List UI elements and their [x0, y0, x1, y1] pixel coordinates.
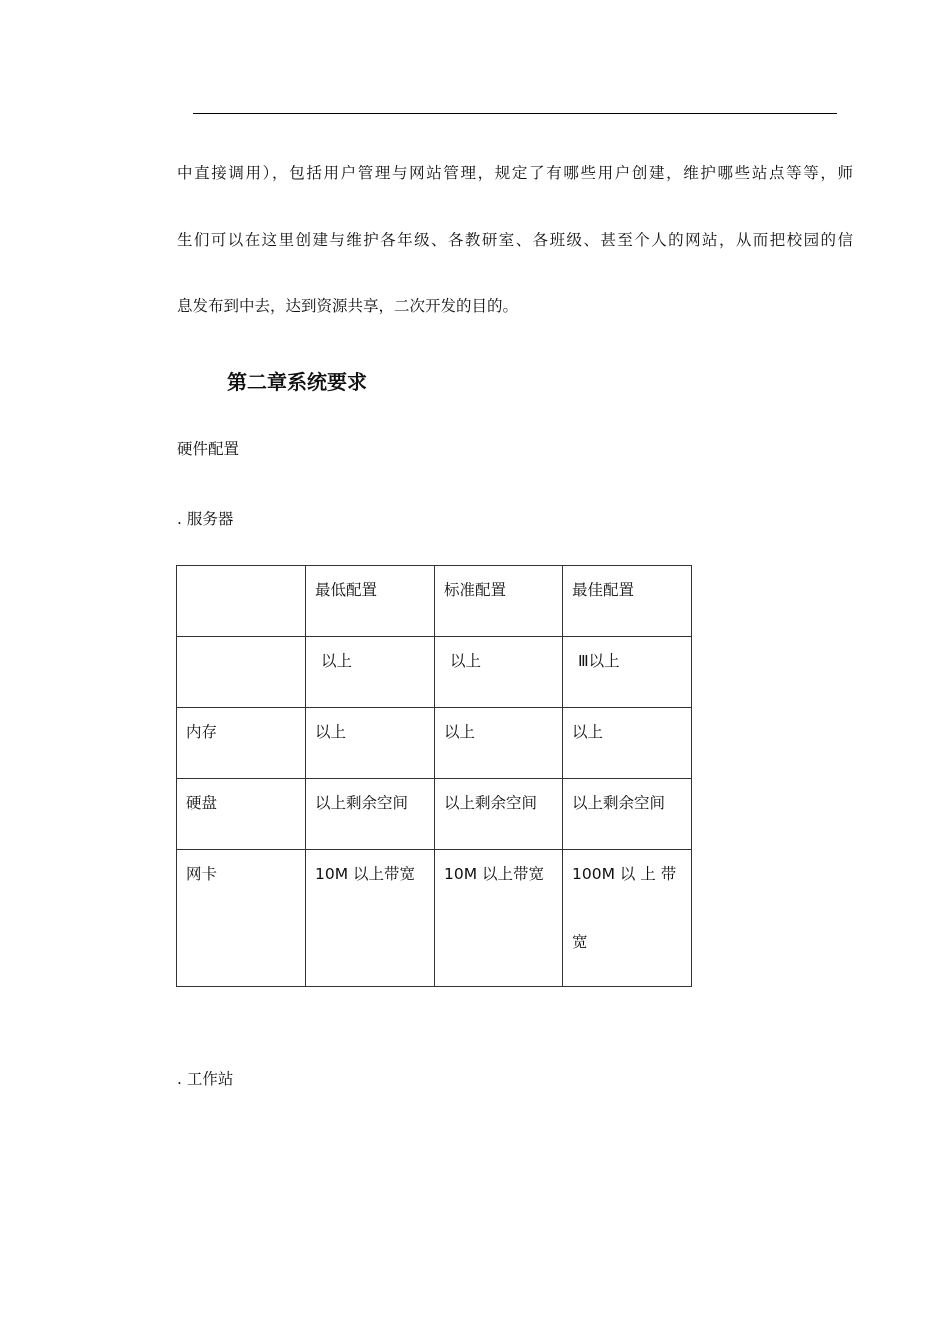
table-cell: 以上 [435, 637, 563, 708]
chapter-heading: 第二章系统要求 [227, 370, 367, 394]
table-cell: 以上 [435, 708, 563, 779]
hardware-config-heading: 硬件配置 [177, 440, 240, 458]
table-cell: 内存 [177, 708, 306, 779]
table-cell-text-line-2: 宽 [572, 933, 588, 951]
table-cell: 以上 [306, 637, 435, 708]
header-rule [193, 113, 837, 114]
table-cell: Ⅲ以上 [563, 637, 692, 708]
table-header-cell: 最低配置 [306, 566, 435, 637]
table-cell: 以上 [563, 708, 692, 779]
table-cell: 以上剩余空间 [306, 779, 435, 850]
table-row [177, 637, 692, 708]
table-cell: 网卡 [177, 850, 306, 987]
table-cell: 以上剩余空间 [435, 779, 563, 850]
table-header-cell: 标准配置 [435, 566, 563, 637]
server-label: . 服务器 [177, 510, 234, 528]
paragraph-line-3: 息发布到中去，达到资源共享，二次开发的目的。 [177, 297, 519, 315]
table-row [177, 708, 692, 779]
table-cell: 10M 以上带宽 [306, 850, 435, 987]
workstation-label: . 工作站 [177, 1070, 234, 1088]
paragraph-line-1: 中直接调用），包括用户管理与网站管理，规定了有哪些用户创建，维护哪些站点等等，师 [177, 164, 853, 182]
table-cell [563, 850, 692, 987]
table-cell: 以上剩余空间 [563, 779, 692, 850]
table-row [177, 850, 692, 987]
table-cell-text [572, 865, 683, 953]
table-header-cell [177, 566, 306, 637]
table-cell [177, 637, 306, 708]
table-cell: 以上 [306, 708, 435, 779]
table-header-cell: 最佳配置 [563, 566, 692, 637]
paragraph-line-2: 生们可以在这里创建与维护各年级、各教研室、各班级、甚至个人的网站，从而把校园的信 [177, 231, 853, 249]
table-cell: 硬盘 [177, 779, 306, 850]
table-cell: 10M 以上带宽 [435, 850, 563, 987]
table-header-row [177, 566, 692, 637]
table-cell-text-line-1: 100M 以 上 带 [572, 865, 677, 883]
table-row [177, 779, 692, 850]
server-config-table [176, 565, 692, 987]
